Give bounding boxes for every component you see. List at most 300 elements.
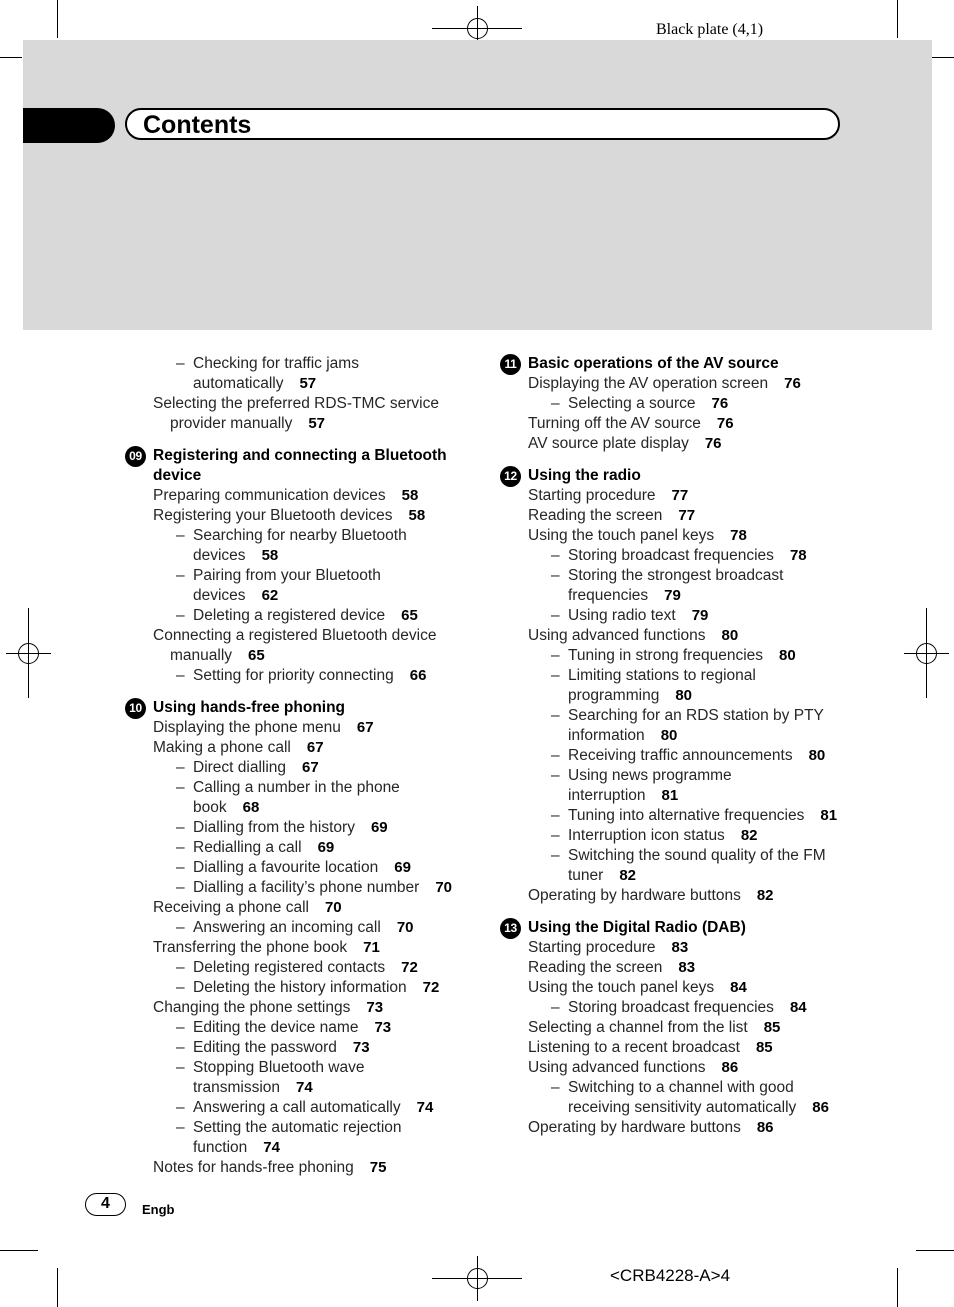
toc-entry-line: [153, 666, 452, 686]
toc-entry-text: Setting for priority connecting: [193, 667, 394, 684]
toc-entry-line: [528, 766, 837, 786]
toc-entry-line: [528, 1018, 837, 1038]
toc-entry-line: [528, 806, 837, 826]
toc-entry-line: [153, 566, 452, 586]
toc-entry-text: devices: [193, 587, 246, 604]
toc-entry-line: [153, 546, 452, 566]
toc-subentry: [153, 918, 452, 938]
toc-subentry: [528, 394, 837, 414]
toc-entry-text: Using radio text: [568, 607, 676, 624]
toc-page-number: 79: [664, 587, 681, 604]
toc-entry-line: [153, 1038, 452, 1058]
toc-entry-text: Using the touch panel keys: [528, 979, 715, 996]
toc-entry-line: [153, 1098, 452, 1118]
list-dash: –: [551, 827, 560, 844]
toc-page-number: 69: [317, 839, 335, 856]
toc-entry-text: AV source plate display: [528, 435, 689, 452]
toc-entry-text: Changing the phone settings: [153, 999, 351, 1016]
toc-page-number: 82: [619, 867, 637, 884]
toc-entry-text: Editing the password: [193, 1039, 337, 1056]
list-dash: –: [551, 807, 560, 824]
job-code: <CRB4228-A>4: [610, 1266, 731, 1285]
toc-entry-line: [153, 1158, 452, 1178]
toc-entry-text: Answering a call automatically: [193, 1099, 401, 1116]
toc-entry: [528, 1118, 837, 1138]
section-heading: [504, 354, 837, 374]
list-dash: –: [176, 779, 185, 796]
toc-entry-text: Stopping Bluetooth wave: [193, 1059, 365, 1076]
registration-mark-bottom: [432, 1256, 522, 1301]
toc-entry-line: [153, 758, 452, 778]
toc-subentry: [153, 958, 452, 978]
toc-entry: [528, 958, 837, 978]
toc-page-number: 71: [363, 939, 380, 956]
toc-subentry: [153, 1098, 452, 1118]
toc-entry-text: Selecting a channel from the list: [528, 1019, 748, 1036]
toc-page-number: 72: [401, 959, 418, 976]
toc-page-number: 70: [435, 879, 452, 896]
toc-section: [504, 918, 837, 1138]
toc-entry-text: Using the touch panel keys: [528, 527, 715, 544]
list-dash: –: [551, 999, 560, 1016]
toc-entry-line: [153, 606, 452, 626]
toc-subentry: [153, 978, 452, 998]
toc-page-number: 70: [396, 919, 414, 936]
toc-subentry: [528, 646, 837, 666]
page-title: Contents: [143, 111, 252, 139]
list-dash: –: [551, 647, 560, 664]
list-dash: –: [551, 567, 560, 584]
toc-page-number: 58: [408, 507, 426, 524]
toc-page-number: 65: [248, 647, 265, 664]
section-heading-line: Using the Digital Radio (DAB): [528, 919, 746, 936]
toc-entry-text: Registering your Bluetooth devices: [153, 507, 393, 524]
toc-entry-line: [528, 414, 837, 434]
toc-page-number: 86: [721, 1059, 739, 1076]
section-heading: [129, 446, 452, 486]
toc-page-number: 82: [756, 887, 774, 904]
toc-entry-text: Selecting the preferred RDS-TMC service: [153, 395, 439, 412]
toc-subentry: [153, 758, 452, 778]
toc-page-number: 67: [306, 739, 324, 756]
toc-entry-line: [153, 798, 452, 818]
toc-entry: [528, 374, 837, 394]
toc-entry-text: Receiving a phone call: [153, 899, 309, 916]
toc-entry-text: Storing broadcast frequencies: [568, 999, 774, 1016]
toc-entry-line: [153, 898, 452, 918]
toc-subentry: [528, 706, 837, 746]
toc-page-number: 57: [299, 375, 317, 392]
toc-page-number: 85: [763, 1019, 781, 1036]
toc-subentry: [528, 998, 837, 1018]
toc-entry: [153, 506, 452, 526]
toc-page-number: 77: [671, 487, 689, 504]
toc-page-number: 67: [356, 719, 374, 736]
list-dash: –: [176, 879, 185, 896]
list-dash: –: [176, 1039, 185, 1056]
toc-entry-line: [153, 838, 452, 858]
toc-subentry: [153, 838, 452, 858]
toc-entry: [528, 938, 837, 958]
crop-mark-bottom-left: [0, 1251, 58, 1307]
section-number-badge: 13: [500, 918, 521, 939]
toc-entry-line: [153, 818, 452, 838]
toc-entry-line: [153, 354, 452, 374]
list-dash: –: [551, 1079, 560, 1096]
toc-entry-text: Starting procedure: [528, 487, 656, 504]
toc-page-number: 86: [756, 1119, 774, 1136]
registration-mark-left: [6, 608, 51, 698]
toc-entry-line: [528, 998, 837, 1018]
toc-page-number: 67: [302, 759, 319, 776]
toc-entry-line: [528, 938, 837, 958]
toc-entry-line: [528, 486, 837, 506]
toc-entry-text: Calling a number in the phone: [193, 779, 400, 796]
list-dash: –: [176, 567, 185, 584]
toc-entry-text: Tuning in strong frequencies: [568, 647, 764, 664]
toc-entry-line: [528, 1098, 837, 1118]
toc-entry-text: Deleting a registered device: [193, 607, 386, 624]
toc-entry-text: Reading the screen: [528, 959, 663, 976]
toc-entry-line: [528, 866, 837, 886]
toc-entry-line: [153, 1118, 452, 1138]
toc-page-number: 73: [352, 1039, 370, 1056]
toc-entry-text: Displaying the AV operation screen: [528, 375, 769, 392]
toc-page-number: 74: [296, 1079, 313, 1096]
toc-entry-text: Connecting a registered Bluetooth device: [153, 627, 437, 644]
toc-subentry: [153, 858, 452, 878]
list-dash: –: [551, 607, 560, 624]
toc-subentry: [153, 606, 452, 626]
toc-page-number: 74: [263, 1139, 280, 1156]
toc-entry-line: [153, 1138, 452, 1158]
section-heading-line: Basic operations of the AV source: [528, 355, 779, 372]
list-dash: –: [176, 859, 185, 876]
toc-entry: [153, 898, 452, 918]
toc-page-number: 65: [401, 607, 418, 624]
toc-entry: [528, 978, 837, 998]
toc-entry-text: Searching for nearby Bluetooth: [193, 527, 407, 544]
section-heading: [504, 466, 837, 486]
toc-page-number: 57: [308, 415, 326, 432]
list-dash: –: [176, 819, 185, 836]
toc-entry-line: [153, 506, 452, 526]
toc-page-number: 72: [422, 979, 440, 996]
toc-entry-line: [153, 1078, 452, 1098]
registration-mark-right: [904, 608, 949, 698]
list-dash: –: [176, 979, 185, 996]
toc-entry: [153, 738, 452, 758]
toc-entry-text: book: [193, 799, 227, 816]
list-dash: –: [176, 607, 185, 624]
toc-entry-text: automatically: [193, 375, 284, 392]
toc-entry: [153, 998, 452, 1018]
header-tab: [23, 108, 115, 143]
toc-page-number: 69: [394, 859, 411, 876]
toc-page-number: 75: [369, 1159, 387, 1176]
toc-entry-line: [153, 414, 452, 434]
toc-entry-line: [528, 1118, 837, 1138]
toc-page-number: 84: [789, 999, 807, 1016]
toc-entry: [528, 626, 837, 646]
list-dash: –: [551, 667, 560, 684]
toc-entry-text: Deleting the history information: [193, 979, 407, 996]
toc-page-number: 86: [812, 1099, 829, 1116]
toc-page-number: 66: [409, 667, 427, 684]
toc-subentry: [153, 1058, 452, 1098]
toc-entry-text: provider manually: [170, 415, 293, 432]
toc-subentry: [153, 566, 452, 606]
toc-entry-text: receiving sensitivity automatically: [568, 1099, 797, 1116]
toc-entry-text: Editing the device name: [193, 1019, 359, 1036]
toc-page-number: 74: [416, 1099, 434, 1116]
toc-entry-text: Receiving traffic announcements: [568, 747, 793, 764]
list-dash: –: [176, 959, 185, 976]
list-dash: –: [176, 1019, 185, 1036]
toc-entry-text: programming: [568, 687, 660, 704]
toc-entry: [528, 526, 837, 546]
toc-page-number: 62: [261, 587, 279, 604]
toc-entry-text: information: [568, 727, 645, 744]
header-band: [23, 40, 932, 330]
toc-entry-line: [153, 486, 452, 506]
toc-subentry: [153, 778, 452, 818]
toc-entry-text: Using news programme: [568, 767, 732, 784]
toc-entry-text: Answering an incoming call: [193, 919, 381, 936]
toc-entry-line: [528, 978, 837, 998]
toc-page-number: 70: [324, 899, 342, 916]
list-dash: –: [176, 1099, 185, 1116]
list-dash: –: [551, 767, 560, 784]
toc-subentry: [153, 818, 452, 838]
toc-entry-text: Switching the sound quality of the FM: [568, 847, 826, 864]
plate-label: Black plate (4,1): [656, 21, 764, 38]
toc-page-number: 81: [820, 807, 838, 824]
toc-entry-text: Redialling a call: [193, 839, 302, 856]
toc-page-number: 79: [691, 607, 709, 624]
toc-page-number: 73: [374, 1019, 392, 1036]
toc-page-number: 58: [261, 547, 279, 564]
toc-entry-line: [528, 686, 837, 706]
toc-entry-line: [153, 918, 452, 938]
toc-entry-line: [528, 374, 837, 394]
toc-entry-text: manually: [170, 647, 233, 664]
toc-entry: [528, 886, 837, 906]
toc-entry-line: [528, 726, 837, 746]
toc-entry-text: Starting procedure: [528, 939, 656, 956]
toc-entry-text: Reading the screen: [528, 507, 663, 524]
toc-subentry: [153, 1038, 452, 1058]
toc-entry-line: [153, 878, 452, 898]
list-dash: –: [176, 759, 185, 776]
section-heading: [504, 918, 837, 938]
toc-entry-line: [528, 666, 837, 686]
toc-continued-section: [153, 354, 452, 434]
toc-entry: [528, 434, 837, 454]
toc-entry-text: Tuning into alternative frequencies: [568, 807, 805, 824]
toc-entry-text: Direct dialling: [193, 759, 287, 776]
toc-entry-line: [528, 606, 837, 626]
toc-page-number: 80: [808, 747, 826, 764]
language-code: Engb: [142, 1202, 175, 1217]
toc-entry-line: [153, 718, 452, 738]
list-dash: –: [176, 527, 185, 544]
toc-entry-text: Operating by hardware buttons: [528, 1119, 741, 1136]
toc-entry: [153, 938, 452, 958]
toc-entry-line: [528, 786, 837, 806]
list-dash: –: [551, 707, 560, 724]
toc-page-number: 76: [784, 375, 801, 392]
toc-page-number: 76: [711, 395, 729, 412]
toc-subentry: [153, 1018, 452, 1038]
toc-entry: [153, 626, 452, 666]
toc-subentry: [528, 846, 837, 886]
toc-entry: [153, 394, 452, 434]
section-heading: [129, 698, 452, 718]
toc-subentry: [528, 566, 837, 606]
toc-entry-text: Limiting stations to regional: [568, 667, 756, 684]
toc-right-column: [504, 354, 838, 1138]
toc-subentry: [528, 606, 837, 626]
toc-entry-text: Checking for traffic jams: [193, 355, 359, 372]
toc-subentry: [528, 1078, 837, 1118]
toc-entry-text: Transferring the phone book: [153, 939, 348, 956]
toc-entry-text: Displaying the phone menu: [153, 719, 341, 736]
toc-entry-text: Turning off the AV source: [528, 415, 701, 432]
toc-entry-line: [153, 374, 452, 394]
toc-entry-line: [528, 566, 837, 586]
toc-page-number: 77: [678, 507, 696, 524]
toc-page-number: 83: [671, 939, 689, 956]
toc-entry: [528, 1038, 837, 1058]
toc-entry-line: [528, 826, 837, 846]
toc-entry-text: Deleting registered contacts: [193, 959, 386, 976]
section-heading-line: Using hands-free phoning: [153, 699, 346, 716]
list-dash: –: [551, 847, 560, 864]
toc-entry-line: [153, 858, 452, 878]
toc-entry-text: Interruption icon status: [568, 827, 725, 844]
toc-subentry: [153, 1118, 452, 1158]
toc-page-number: 81: [661, 787, 679, 804]
toc-entry: [528, 506, 837, 526]
toc-entry-line: [528, 746, 837, 766]
toc-entry-text: Searching for an RDS station by PTY: [568, 707, 824, 724]
list-dash: –: [176, 839, 185, 856]
list-dash: –: [551, 395, 560, 412]
toc-page-number: 85: [755, 1039, 773, 1056]
toc-subentry: [528, 826, 837, 846]
toc-entry-line: [153, 626, 452, 646]
toc-subentry: [153, 526, 452, 566]
toc-left-column: [129, 354, 452, 1178]
toc-entry-line: [153, 998, 452, 1018]
toc-entry: [528, 1018, 837, 1038]
toc-entry-text: Dialling a facility’s phone number: [193, 879, 420, 896]
toc-entry-line: [528, 506, 837, 526]
list-dash: –: [176, 1059, 185, 1076]
crop-mark-bottom-right: [898, 1251, 954, 1307]
toc-entry: [153, 486, 452, 506]
toc-entry-line: [153, 1018, 452, 1038]
toc-page-number: 80: [675, 687, 692, 704]
toc-entry-text: Listening to a recent broadcast: [528, 1039, 740, 1056]
toc-entry-line: [153, 646, 452, 666]
toc-entry-text: Setting the automatic rejection: [193, 1119, 402, 1136]
toc-page-number: 80: [779, 647, 796, 664]
toc-page-number: 82: [740, 827, 758, 844]
toc-subentry: [528, 746, 837, 766]
toc-entry-text: Dialling a favourite location: [193, 859, 379, 876]
toc-entry-line: [528, 706, 837, 726]
toc-entry-line: [153, 938, 452, 958]
toc-entry-line: [153, 526, 452, 546]
toc-entry: [528, 1058, 837, 1078]
toc-entry-text: frequencies: [568, 587, 649, 604]
toc-subentry: [528, 666, 837, 706]
toc-entry-text: function: [193, 1139, 248, 1156]
toc-entry-line: [528, 546, 837, 566]
toc-entry-line: [528, 586, 837, 606]
toc-subentry: [528, 806, 837, 826]
toc-page-number: 80: [660, 727, 678, 744]
toc-entry-text: Selecting a source: [568, 395, 696, 412]
toc-page-number: 68: [242, 799, 260, 816]
section-number-badge: 09: [125, 446, 146, 467]
toc-section: [504, 354, 837, 454]
toc-section: [504, 466, 838, 906]
toc-page-number: 58: [401, 487, 419, 504]
toc-entry-line: [528, 434, 837, 454]
toc-subentry: [153, 354, 452, 394]
list-dash: –: [176, 919, 185, 936]
toc-entry-text: Notes for hands-free phoning: [153, 1159, 354, 1176]
toc-subentry: [153, 878, 452, 898]
toc-page-number: 76: [704, 435, 722, 452]
list-dash: –: [176, 1119, 185, 1136]
toc-entry: [153, 718, 452, 738]
page-number-badge: 4: [85, 1193, 126, 1216]
toc-entry-text: transmission: [193, 1079, 280, 1096]
toc-entry-line: [528, 886, 837, 906]
section-number-badge: 10: [125, 698, 146, 719]
toc-entry-line: [528, 394, 837, 414]
toc-entry-line: [153, 394, 452, 414]
toc-subentry: [528, 766, 837, 806]
header-title-pill: [125, 108, 840, 140]
toc-entry-line: [528, 1058, 837, 1078]
toc-entry: [528, 414, 837, 434]
list-dash: –: [551, 547, 560, 564]
list-dash: –: [176, 355, 185, 372]
toc-page-number: 83: [678, 959, 696, 976]
toc-entry-line: [153, 586, 452, 606]
toc-entry-line: [528, 846, 837, 866]
toc-entry-line: [528, 526, 837, 546]
toc-page-number: 80: [721, 627, 739, 644]
toc-page-number: 76: [716, 415, 734, 432]
toc-section: [129, 698, 452, 1178]
toc-subentry: [153, 666, 452, 686]
list-dash: –: [176, 667, 185, 684]
toc-page-number: 84: [730, 979, 747, 996]
section-heading-line: Using the radio: [528, 467, 641, 484]
toc-entry-text: Storing broadcast frequencies: [568, 547, 774, 564]
toc-section: [129, 446, 452, 686]
toc-entry-text: Switching to a channel with good: [568, 1079, 794, 1096]
section-heading-line: Registering and connecting a Bluetooth: [153, 447, 447, 464]
toc-entry-line: [153, 1058, 452, 1078]
toc-entry-line: [528, 626, 837, 646]
